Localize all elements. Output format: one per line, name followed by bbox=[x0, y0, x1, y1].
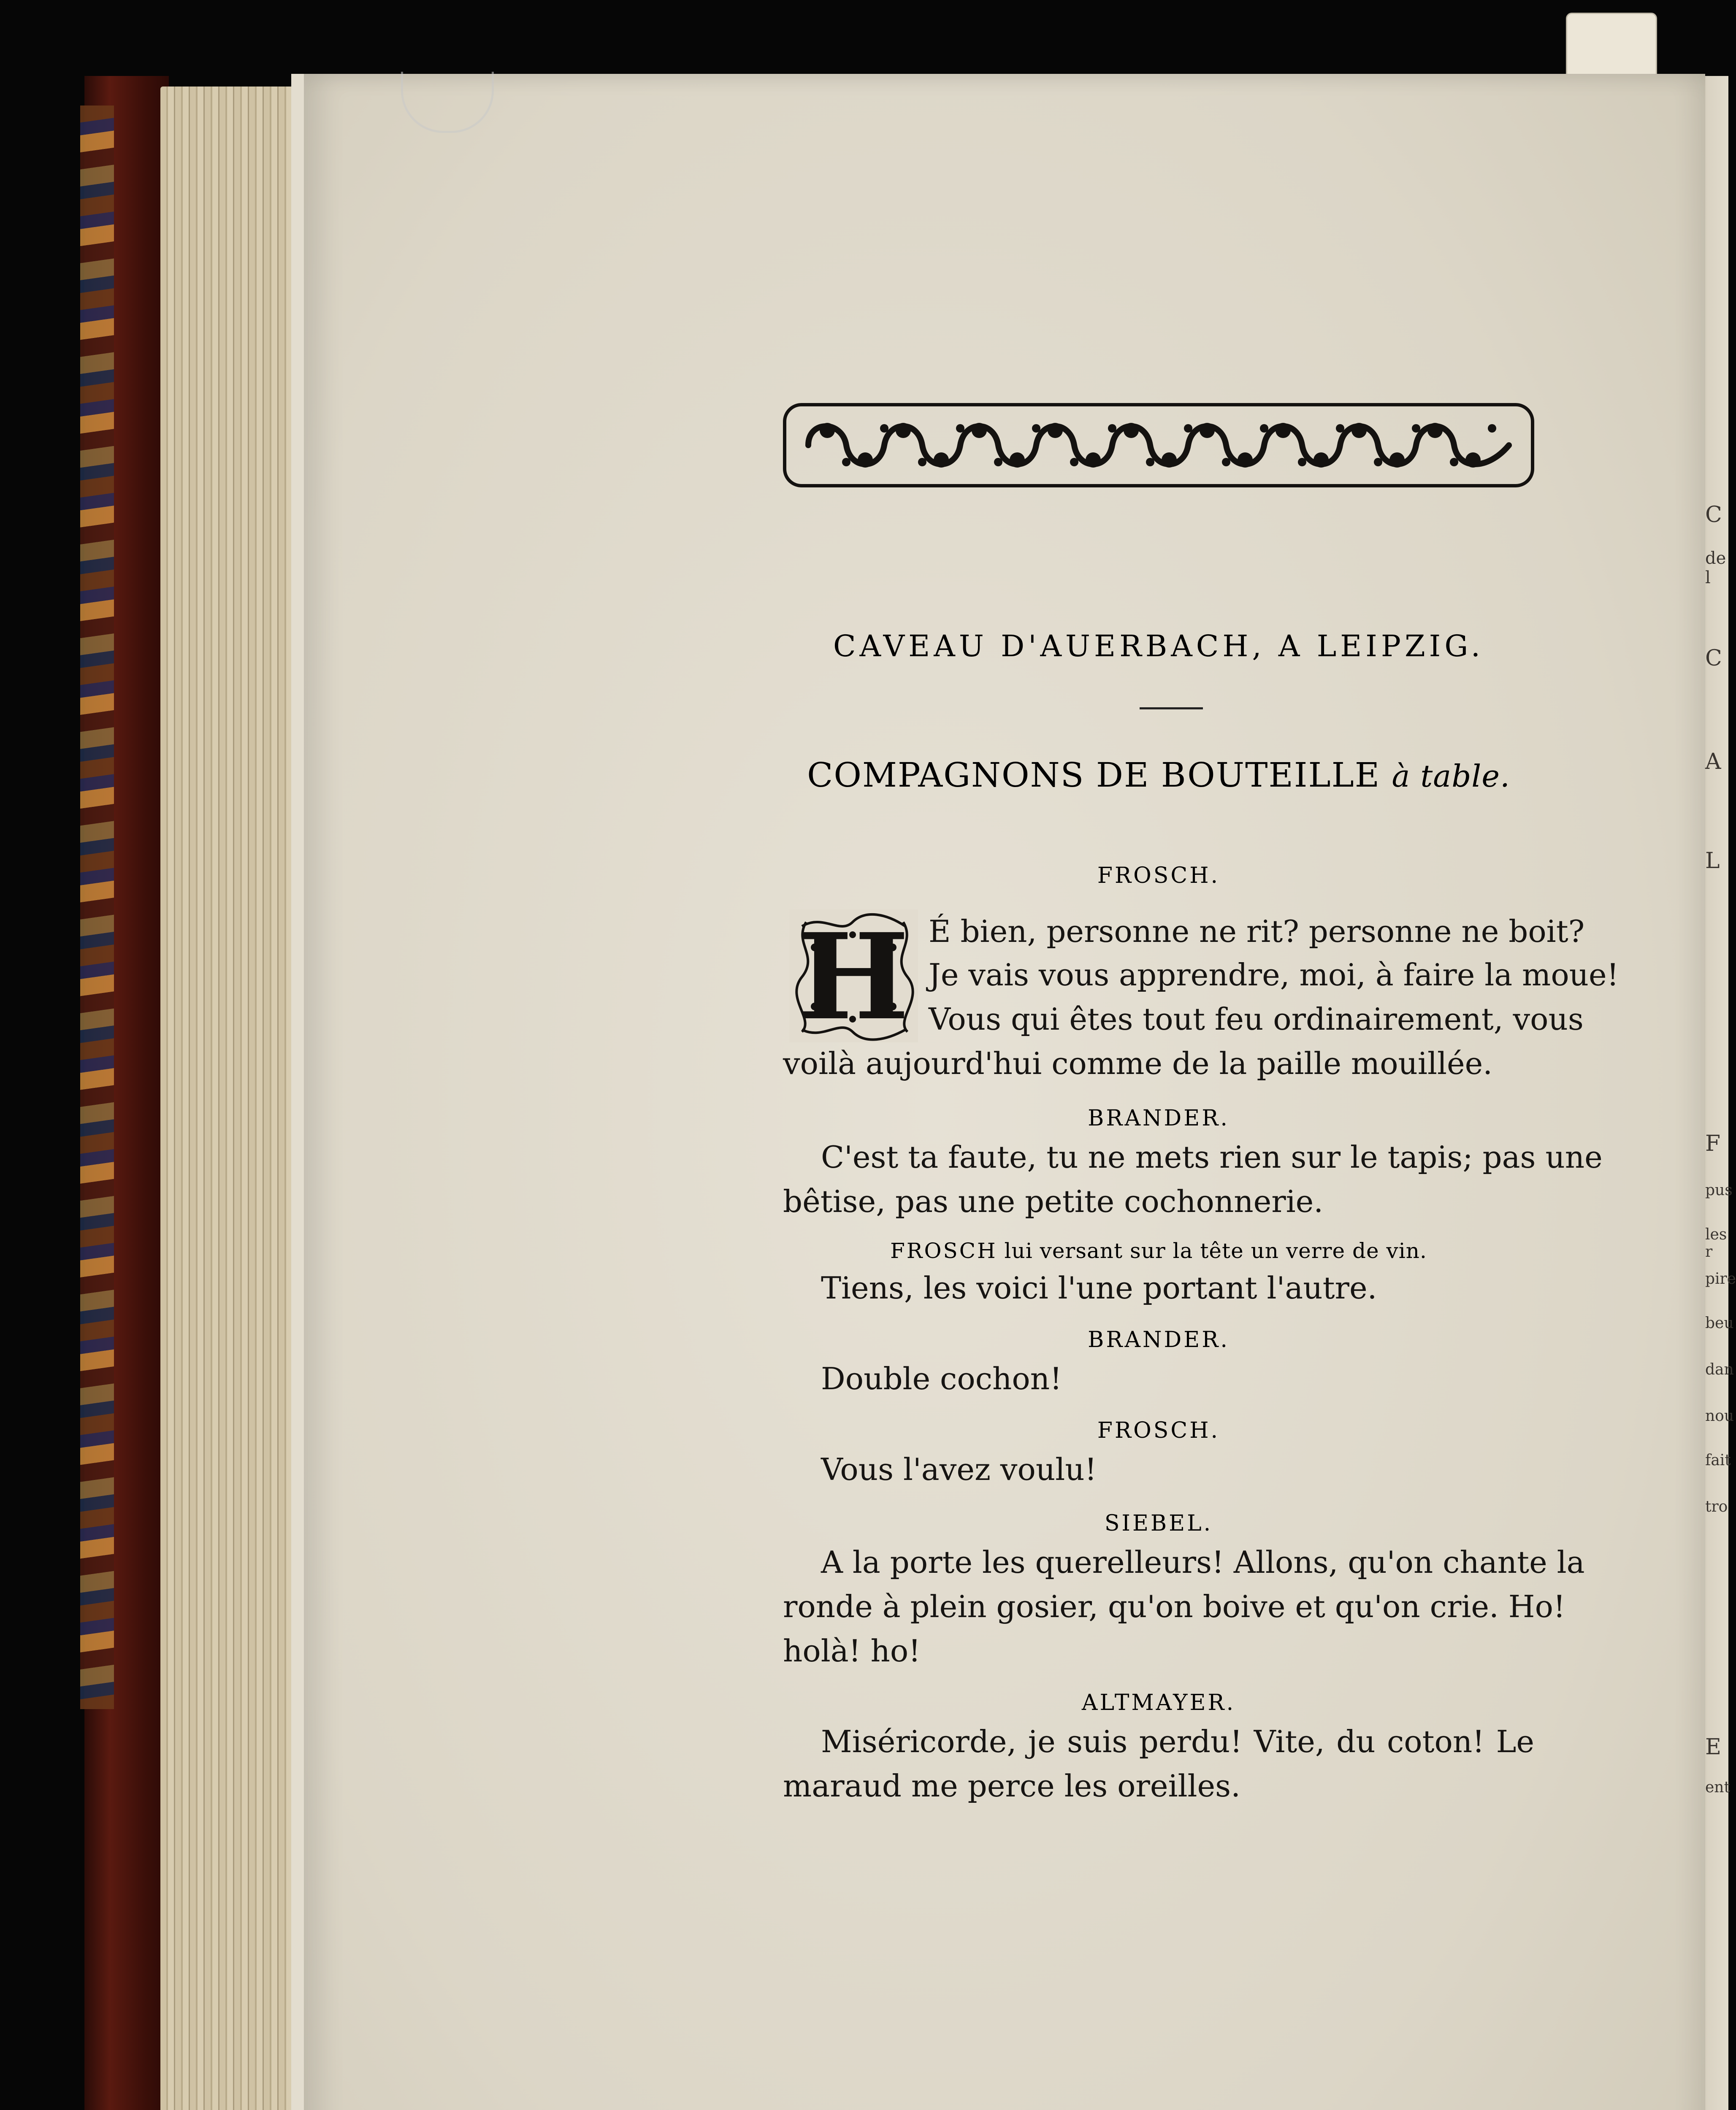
stage-speaker: FROSCH bbox=[890, 1239, 997, 1263]
dialogue-line: bêtise, pas une petite cochonnerie. bbox=[783, 1184, 1324, 1219]
subheading-italic: à table. bbox=[1392, 758, 1510, 794]
marbled-endpaper bbox=[80, 106, 114, 1709]
facing-page-fragment: pire bbox=[1705, 1270, 1736, 1288]
speaker-name: BRANDER. bbox=[1088, 1106, 1230, 1131]
dialogue-line: A la porte les querelleurs! Allons, qu'on chante la bbox=[821, 1545, 1585, 1580]
scene-subheading bbox=[783, 755, 1534, 795]
facing-page-fragment: fait bbox=[1705, 1452, 1731, 1469]
dialogue-line: Vous qui êtes tout feu ordinairement, vous bbox=[929, 1001, 1584, 1037]
speaker-name: FROSCH. bbox=[1097, 863, 1220, 888]
facing-page-fragment: nou bbox=[1705, 1407, 1734, 1425]
dialogue-line: Je vais vous apprendre, moi, à faire la moue! bbox=[929, 957, 1619, 993]
dialogue-line: Tiens, les voici l'une portant l'autre. bbox=[821, 1270, 1377, 1306]
dialogue-line: Double cochon! bbox=[821, 1361, 1062, 1396]
facing-page-fragment: C bbox=[1705, 502, 1722, 528]
facing-page-fragment: L bbox=[1705, 848, 1720, 874]
facing-page-fragment: dan bbox=[1705, 1361, 1734, 1378]
speaker-name: ALTMAYER. bbox=[1081, 1690, 1236, 1715]
facing-page-fragment: A bbox=[1705, 749, 1721, 774]
facing-page-fragment: F bbox=[1705, 1131, 1721, 1156]
dialogue-line: ronde à plein gosier, qu'on boive et qu'on crie. Ho! bbox=[783, 1589, 1565, 1624]
facing-page-fragment: les r bbox=[1705, 1226, 1727, 1261]
scene-heading: CAVEAU D'AUERBACH, A LEIPZIG. bbox=[833, 629, 1484, 663]
facing-page-fragment: beu bbox=[1705, 1315, 1734, 1332]
ornamental-header-icon bbox=[783, 403, 1534, 487]
dialogue-line: Vous l'avez voulu! bbox=[821, 1452, 1097, 1487]
speaker-name: BRANDER. bbox=[1088, 1327, 1230, 1353]
dialogue-line: maraud me perce les oreilles. bbox=[783, 1768, 1240, 1804]
dialogue-line: Miséricorde, je suis perdu! Vite, du coton! Le bbox=[821, 1724, 1534, 1759]
facing-page-fragment: E bbox=[1705, 1734, 1721, 1760]
facing-page-fragment: C bbox=[1705, 646, 1722, 671]
dropcap-letter: H bbox=[797, 908, 910, 1047]
dialogue-line: holà! ho! bbox=[783, 1633, 921, 1669]
stage-direction-text: lui versant sur la tête un verre de vin. bbox=[1004, 1239, 1427, 1263]
stage-direction bbox=[783, 1239, 1534, 1263]
facing-page-fragment: pus bbox=[1705, 1182, 1733, 1199]
book-page bbox=[304, 74, 1705, 2110]
facing-page-fragment: de l bbox=[1705, 549, 1726, 587]
dialogue-line: voilà aujourd'hui comme de la paille mouillée. bbox=[783, 1046, 1493, 1081]
speaker-name: SIEBEL. bbox=[1104, 1511, 1213, 1536]
facing-page-fragment: tro bbox=[1705, 1498, 1728, 1515]
facing-page-fragment: ent bbox=[1705, 1779, 1730, 1796]
subheading-main: COMPAGNONS DE BOUTEILLE bbox=[807, 755, 1381, 795]
dialogue-line: C'est ta faute, tu ne mets rien sur le tapis; pas une bbox=[821, 1139, 1603, 1175]
dialogue-line: É bien, personne ne rit? personne ne boit? bbox=[929, 914, 1585, 949]
drop-capital bbox=[789, 908, 918, 1047]
heading-rule bbox=[1140, 707, 1203, 709]
dropcap-ornament-icon bbox=[789, 908, 918, 1047]
page-edges bbox=[160, 87, 300, 2110]
speaker-name: FROSCH. bbox=[1097, 1418, 1220, 1443]
